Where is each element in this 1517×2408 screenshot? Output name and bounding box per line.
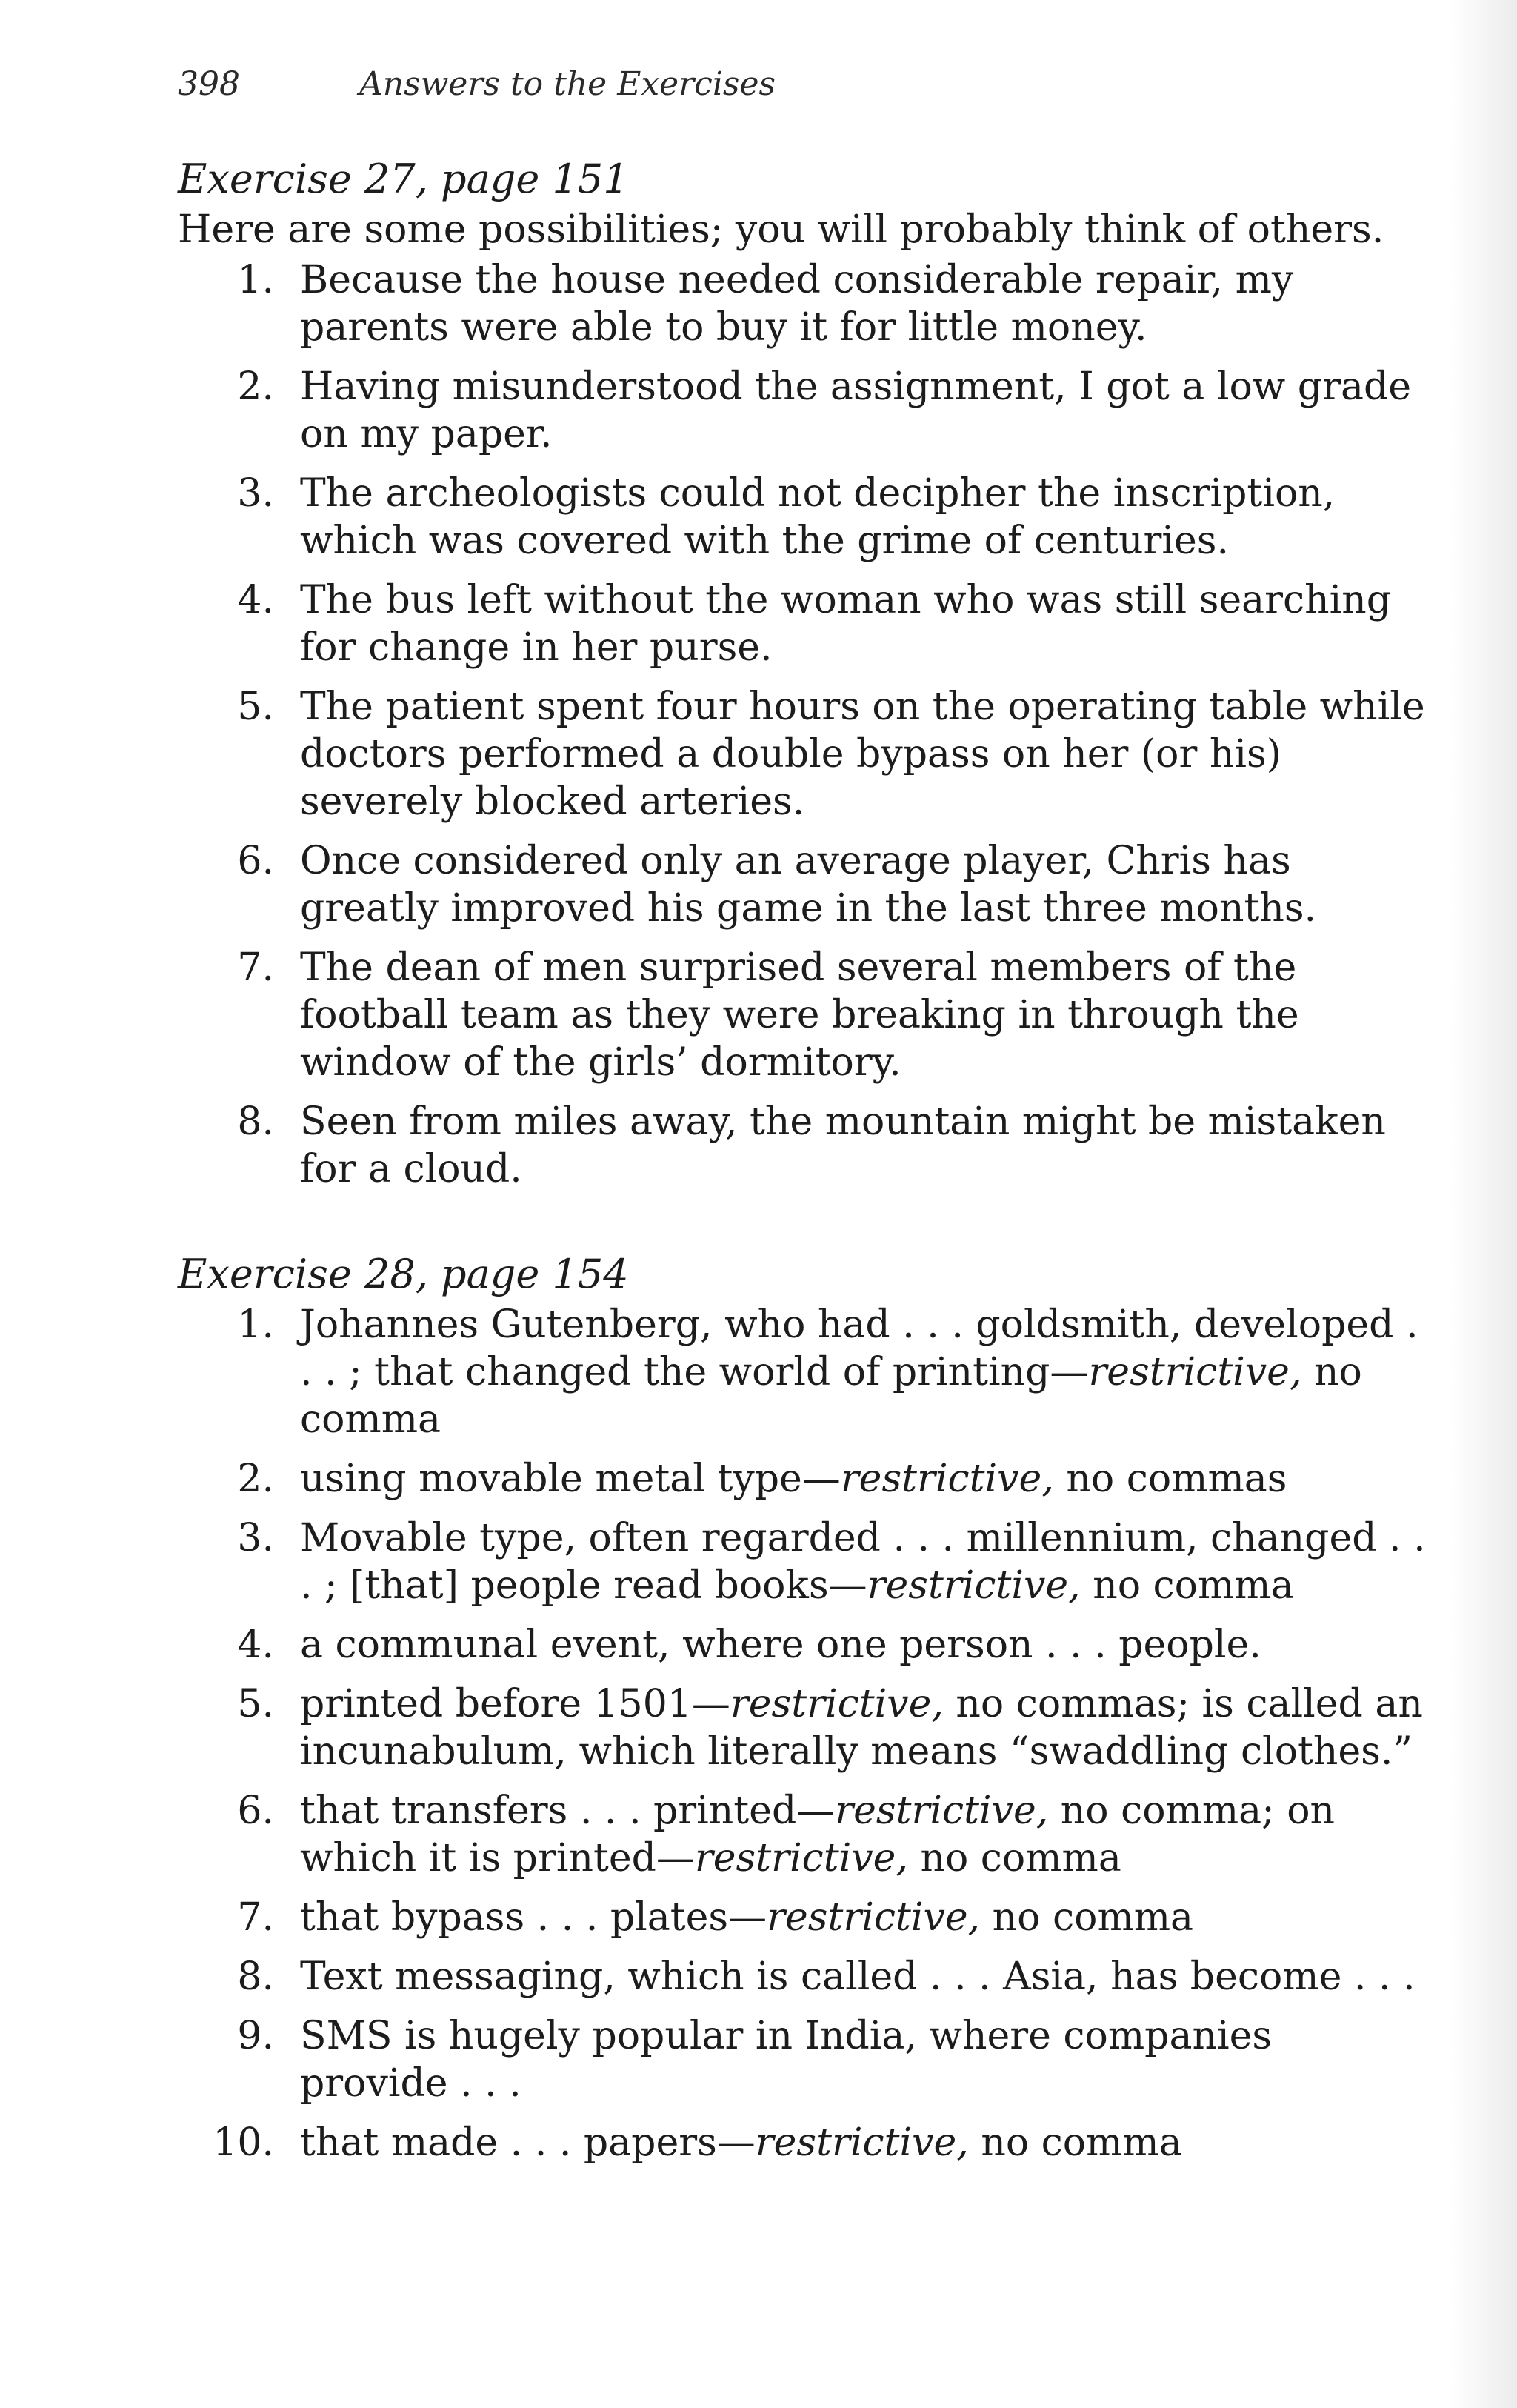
answer-text (300, 258, 1293, 350)
answer-emphasis: restrictive, (755, 2121, 969, 2165)
answer-item (178, 1301, 1430, 1443)
answer-number: 4. (237, 1623, 274, 1667)
answer-item (178, 1514, 1430, 1609)
answer-number: 8. (237, 1100, 274, 1144)
exercise-28-section (178, 1251, 1430, 2178)
answer-number: 7. (237, 1895, 274, 1940)
answer-segment: Having misunderstood the assignment, I got a low grade on my paper. (300, 365, 1412, 456)
answer-number: 5. (237, 1682, 274, 1726)
answer-number: 1. (237, 1303, 274, 1347)
answer-text (300, 2014, 1272, 2106)
answer-segment: The bus left without the woman who was still searching for change in her purse. (300, 578, 1392, 670)
running-head (178, 65, 776, 103)
answer-number: 4. (237, 578, 274, 622)
answer-segment: no comma (300, 1350, 1362, 1442)
answer-number: 2. (237, 365, 274, 409)
answer-number: 7. (237, 945, 274, 990)
answer-text (300, 1457, 1287, 1501)
answer-list (178, 1301, 1430, 2166)
answer-segment: no commas; is called an incunabulum, which literally means “swaddling clothes.” (300, 1682, 1423, 1774)
answer-text (300, 471, 1335, 563)
answer-number: 3. (237, 1516, 274, 1560)
answer-list (178, 256, 1430, 1193)
exercise-27-section (178, 156, 1430, 1205)
answer-number: 3. (237, 471, 274, 516)
answer-segment: Once considered only an average player, Chris has greatly improved his game in the last three months. (300, 839, 1317, 931)
answer-item (178, 1787, 1430, 1882)
answer-segment: using movable metal type— (300, 1457, 841, 1501)
answer-segment: that bypass . . . plates— (300, 1895, 767, 1940)
answer-segment: Seen from miles away, the mountain might be mistaken for a cloud. (300, 1100, 1386, 1191)
answer-segment: Movable type, often regarded . . . millennium, changed . . . ; [that] people read books— (300, 1516, 1426, 1608)
answer-segment: SMS is hugely popular in India, where companies provide . . . (300, 2014, 1273, 2106)
answer-segment: no comma (1080, 1563, 1294, 1608)
section-title: Exercise 27, page 151 (178, 156, 629, 202)
answer-segment: printed before 1501— (300, 1682, 730, 1726)
running-title: Answers to the Exercises (359, 65, 776, 103)
answer-segment: The patient spent four hours on the operating table while doctors performed a double bypass on her (or his) severely blocked arteries. (300, 685, 1425, 824)
answer-segment: no comma (968, 2121, 1182, 2165)
answer-item (178, 1455, 1430, 1503)
answer-text (300, 1100, 1386, 1191)
answer-text (300, 1303, 1418, 1442)
answer-text (300, 365, 1411, 456)
answer-item (178, 1894, 1430, 1941)
section-intro: Here are some possibilities; you will probably think of others. (178, 207, 1384, 252)
answer-emphasis: restrictive, (730, 1682, 944, 1726)
answer-segment: that made . . . papers— (300, 2121, 756, 2165)
answer-number: 10. (213, 2121, 274, 2165)
answer-segment: no comma (980, 1895, 1194, 1940)
answer-number: 8. (237, 1955, 274, 1999)
answer-item (178, 1621, 1430, 1669)
answer-emphasis: restrictive, (840, 1457, 1054, 1501)
answer-number: 6. (237, 1789, 274, 1833)
answer-number: 2. (237, 1457, 274, 1501)
answer-emphasis: restrictive, (1088, 1350, 1302, 1394)
answer-text (300, 1682, 1423, 1774)
answer-number: 9. (237, 2014, 274, 2058)
answer-number: 5. (237, 685, 274, 729)
answer-segment: Johannes Gutenberg, who had . . . goldsmith, developed . . . ; that changed the world of printing— (300, 1303, 1418, 1394)
answer-item (178, 470, 1430, 565)
answer-text (300, 1623, 1261, 1667)
answer-segment: that transfers . . . printed— (300, 1789, 836, 1833)
answer-text (300, 839, 1316, 931)
answer-segment: a communal event, where one person . . . people. (300, 1623, 1261, 1667)
answer-emphasis: restrictive, (835, 1789, 1049, 1833)
answer-item (178, 1680, 1430, 1775)
answer-emphasis: restrictive, (867, 1563, 1081, 1608)
answer-text (300, 578, 1391, 670)
answer-segment: The archeologists could not decipher the inscription, which was covered with the grime of centuries. (300, 471, 1336, 563)
answer-segment: Text messaging, which is called . . . Asia, has become . . . (300, 1955, 1416, 1999)
answer-item (178, 2119, 1430, 2166)
answer-number: 1. (237, 258, 274, 302)
answer-emphasis: restrictive, (694, 1836, 908, 1880)
answer-text (300, 1895, 1193, 1940)
answer-item (178, 1953, 1430, 2000)
answer-segment: no comma (907, 1836, 1121, 1880)
answer-segment: no comma; on which it is printed— (300, 1789, 1336, 1880)
answer-text (300, 685, 1425, 824)
answer-emphasis: restrictive, (767, 1895, 981, 1940)
answer-item (178, 1098, 1430, 1193)
answer-text (300, 1789, 1335, 1880)
section-title: Exercise 28, page 154 (178, 1251, 629, 1297)
answer-segment: The dean of men surprised several members of the football team as they were breaking in through the window of the girls’ dormitory. (300, 945, 1299, 1085)
answer-text (300, 1516, 1426, 1608)
answer-item (178, 837, 1430, 932)
page-edge-shadow (1450, 0, 1517, 2408)
answer-text (300, 2121, 1182, 2165)
answer-item (178, 256, 1430, 351)
page-number: 398 (178, 65, 240, 103)
answer-item (178, 2012, 1430, 2107)
answer-segment: Because the house needed considerable repair, my parents were able to buy it for little money. (300, 258, 1294, 350)
answer-item (178, 363, 1430, 458)
answer-number: 6. (237, 839, 274, 883)
answer-segment: no commas (1053, 1457, 1287, 1501)
answer-item (178, 944, 1430, 1086)
answer-item (178, 576, 1430, 671)
answer-item (178, 683, 1430, 825)
answer-text (300, 1955, 1416, 1999)
answer-text (300, 945, 1299, 1085)
